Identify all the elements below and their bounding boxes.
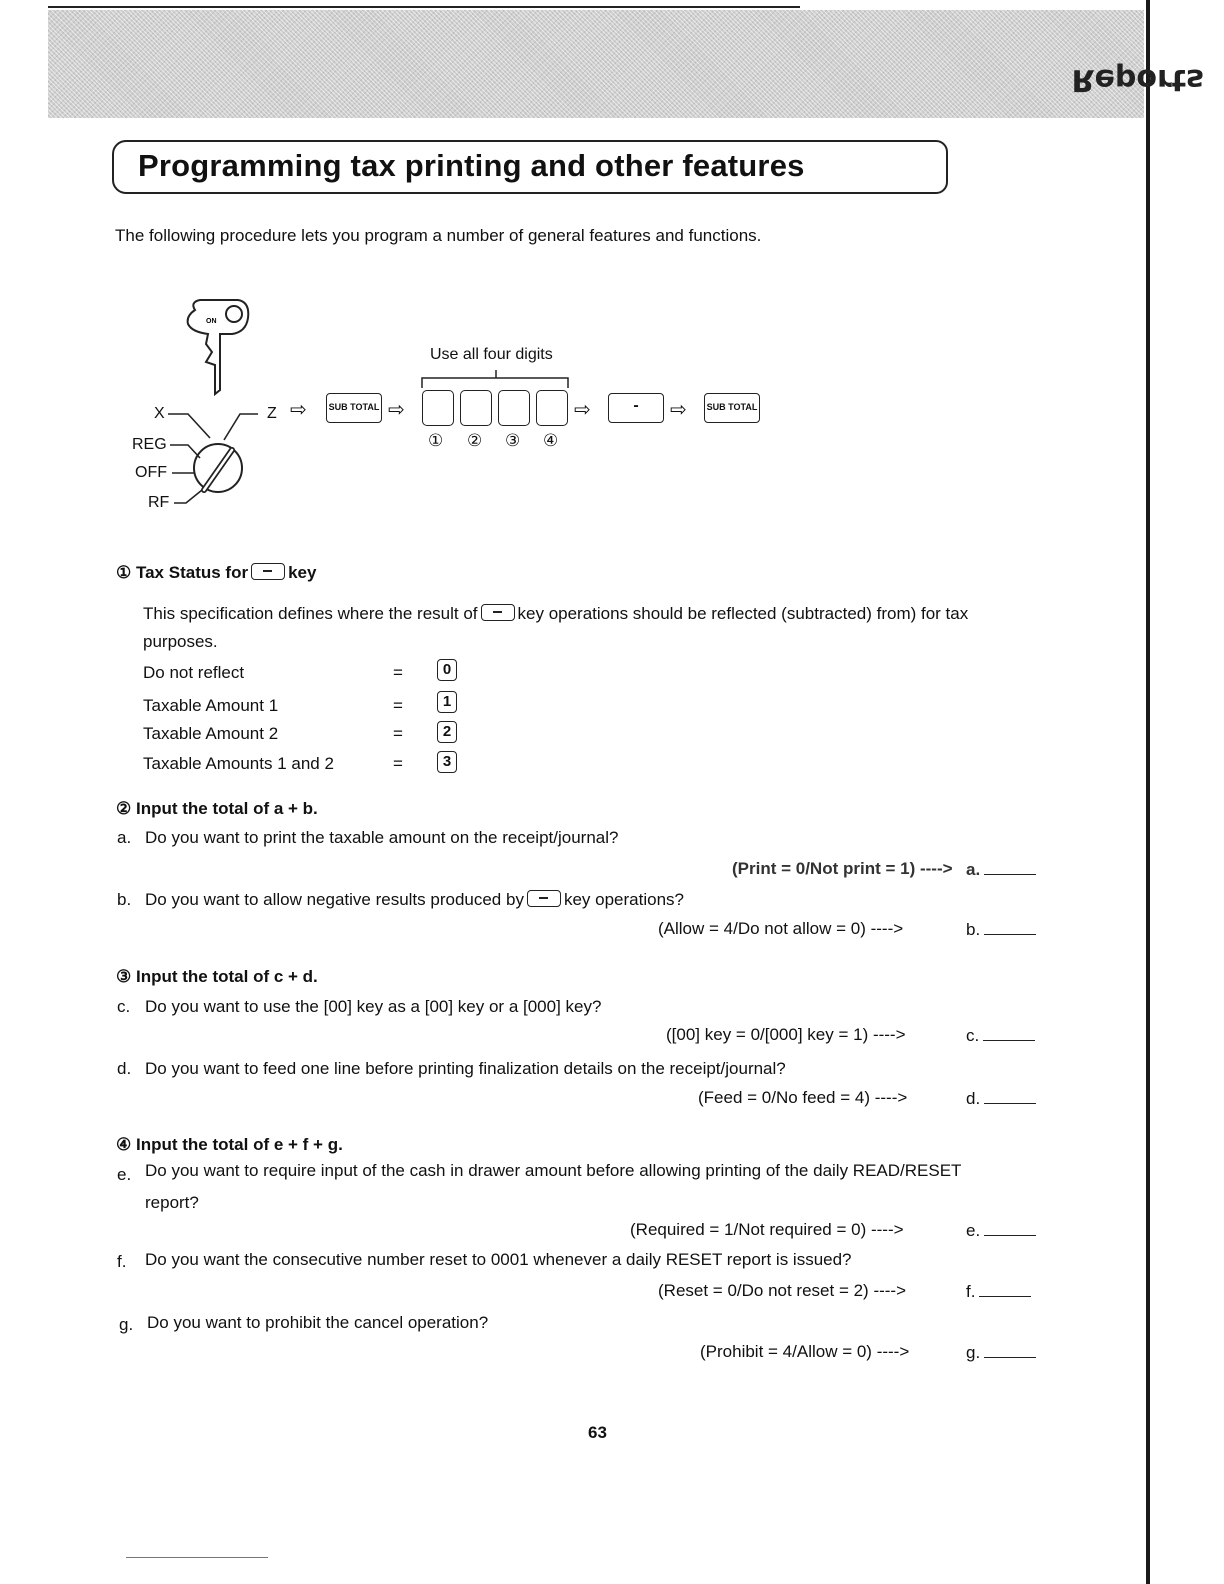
section3-number: ③ <box>116 967 132 986</box>
page-number: 63 <box>588 1423 607 1442</box>
question-text: Do you want to feed one line before printing finalization details on the receipt/journal? <box>145 1059 786 1078</box>
intro-text: The following procedure lets you program a number of general features and functions. <box>115 226 762 245</box>
option-value-key: 3 <box>437 751 457 773</box>
subtotal-key: SUB TOTAL <box>326 393 382 423</box>
question-text: Do you want to print the taxable amount on the receipt/journal? <box>145 828 619 847</box>
choice-text: (Feed = 0/No feed = 4) ----> <box>698 1088 908 1107</box>
answer-blank: b. <box>966 918 1036 941</box>
top-rule <box>48 6 800 8</box>
sequence-arrow-icon: ⇨ <box>574 399 591 421</box>
mode-switch-diagram <box>120 290 280 520</box>
option-value-key: 0 <box>437 659 457 681</box>
question-letter: g. <box>119 1315 134 1334</box>
answer-blank: c. <box>966 1024 1035 1047</box>
minus-key-icon <box>481 604 515 621</box>
section1-heading: ① Tax Status for key <box>116 563 317 582</box>
page-title: Programming tax printing and other features <box>138 148 805 183</box>
question-text: Do you want to prohibit the cancel operation? <box>147 1313 489 1332</box>
answer-blank: a. <box>966 858 1036 881</box>
option-label: Taxable Amount 2 <box>143 724 279 743</box>
answer-field-e[interactable] <box>984 1219 1036 1236</box>
question-text: Do you want to require input of the cash in drawer amount before allowing printing of the daily READ/RESET <box>145 1161 962 1180</box>
choice-text: (Allow = 4/Do not allow = 0) ----> <box>658 919 904 938</box>
answer-blank: f. <box>966 1280 1031 1303</box>
digit-number-1: ① <box>428 431 444 450</box>
header-band <box>48 10 1144 118</box>
mode-label-reg: REG <box>132 436 167 453</box>
answer-blank: g. <box>966 1341 1036 1364</box>
digits-caption: Use all four digits <box>430 346 553 363</box>
answer-field-f[interactable] <box>979 1280 1031 1297</box>
option-equals: = <box>393 724 403 743</box>
choice-text: ([00] key = 0/[000] key = 1) ----> <box>666 1025 906 1044</box>
question-text: Do you want to allow negative results produced by key operations? <box>145 890 684 909</box>
digit-box-4 <box>536 390 568 426</box>
mode-label-z: Z <box>267 405 277 422</box>
choice-text: (Print = 0/Not print = 1) ----> <box>732 859 953 878</box>
sequence-arrow-icon: ⇨ <box>388 399 405 421</box>
answer-field-g[interactable] <box>984 1341 1036 1358</box>
minus-key: - <box>608 393 664 423</box>
minus-key-icon <box>527 890 561 907</box>
question-text: Do you want to use the [00] key as a [00] key or a [000] key? <box>145 997 602 1016</box>
section-header-label: Reports <box>1071 62 1204 97</box>
option-label: Taxable Amount 1 <box>143 696 279 715</box>
mode-label-off: OFF <box>135 464 167 481</box>
question-text: Do you want the consecutive number reset to 0001 whenever a daily RESET report is issued? <box>145 1250 852 1269</box>
option-value-key: 2 <box>437 721 457 743</box>
footer-link-underline <box>126 1557 268 1558</box>
digit-number-2: ② <box>467 431 483 450</box>
digit-box-2 <box>460 390 492 426</box>
question-letter: a. <box>117 828 132 847</box>
option-label: Do not reflect <box>143 663 245 682</box>
key-label: ON <box>206 318 217 325</box>
choice-text: (Prohibit = 4/Allow = 0) ----> <box>700 1342 910 1361</box>
option-equals: = <box>393 754 403 773</box>
question-letter: d. <box>117 1059 132 1078</box>
section1-description-line2: purposes. <box>143 632 218 651</box>
section4-number: ④ <box>116 1135 132 1154</box>
digits-bracket <box>420 370 572 390</box>
page-edge-rule <box>1146 0 1150 1584</box>
answer-field-c[interactable] <box>983 1024 1035 1041</box>
section2-number: ② <box>116 799 132 818</box>
option-equals: = <box>393 663 403 682</box>
option-label: Taxable Amounts 1 and 2 <box>143 754 334 773</box>
sequence-arrow-icon: ⇨ <box>290 399 307 421</box>
question-letter: e. <box>117 1165 132 1184</box>
option-equals: = <box>393 696 403 715</box>
section1-description: This specification defines where the result of key operations should be reflected (subtracted) from) for tax <box>143 604 969 623</box>
answer-blank: e. <box>966 1219 1036 1242</box>
answer-field-a[interactable] <box>984 858 1036 875</box>
answer-field-b[interactable] <box>984 918 1036 935</box>
choice-text: (Reset = 0/Do not reset = 2) ----> <box>658 1281 907 1300</box>
answer-blank: d. <box>966 1087 1036 1110</box>
section3-heading: ③ Input the total of c + d. <box>116 967 318 986</box>
key-icon <box>188 300 249 394</box>
subtotal-key-final: SUB TOTAL <box>704 393 760 423</box>
minus-key-icon <box>251 563 285 580</box>
section1-number: ① <box>116 563 132 582</box>
digit-box-3 <box>498 390 530 426</box>
section2-heading: ② Input the total of a + b. <box>116 799 318 818</box>
question-letter: f. <box>117 1252 127 1271</box>
digit-number-4: ④ <box>543 431 559 450</box>
digit-box-1 <box>422 390 454 426</box>
digit-number-3: ③ <box>505 431 521 450</box>
answer-field-d[interactable] <box>984 1087 1036 1104</box>
question-text-line2: report? <box>145 1193 199 1212</box>
mode-dial-icon <box>194 444 242 492</box>
sequence-arrow-icon: ⇨ <box>670 399 687 421</box>
question-letter: b. <box>117 890 132 909</box>
option-value-key: 1 <box>437 691 457 713</box>
section4-heading: ④ Input the total of e + f + g. <box>116 1135 343 1154</box>
mode-label-x: X <box>154 405 165 422</box>
mode-label-rf: RF <box>148 494 170 511</box>
question-letter: c. <box>117 997 131 1016</box>
choice-text: (Required = 1/Not required = 0) ----> <box>630 1220 904 1239</box>
